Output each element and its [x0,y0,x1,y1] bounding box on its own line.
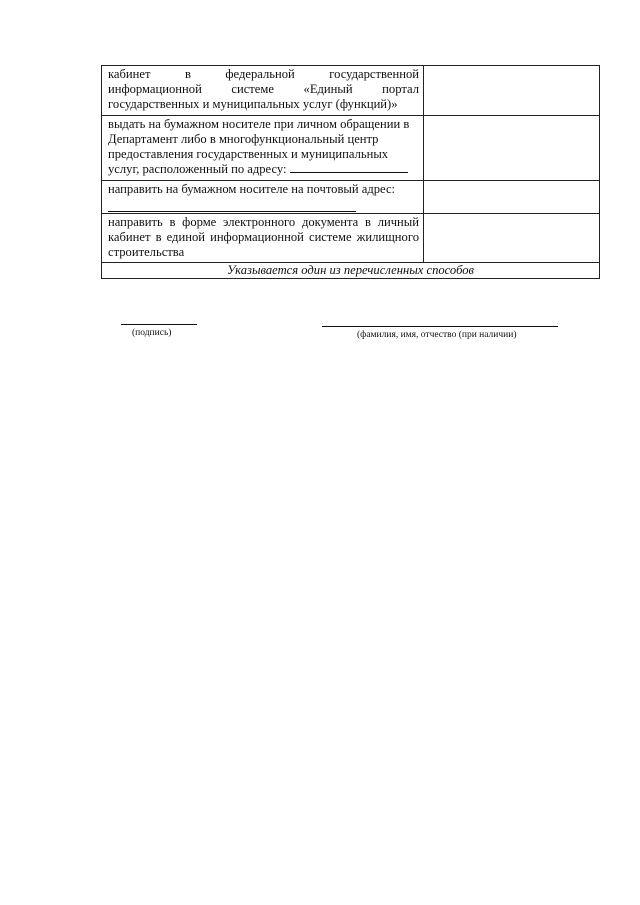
delivery-options-table [101,65,600,279]
table-row [102,116,600,181]
table-row [102,263,600,279]
option-mark-cell-in-person[interactable] [424,116,600,181]
option-text-eisgs: направить в форме электронного документа в личный кабинет в единой информационной системе жилищного строительства [102,214,424,263]
option-text-epgu: кабинет в федеральной государственной информационной системе «Единый портал государственных и муниципальных услуг (функций)» [102,66,424,116]
option-cell-postal [102,181,424,214]
table-note: Указывается один из перечисленных способов [102,263,600,279]
full-name-caption: (фамилия, имя, отчество (при наличии) [357,330,517,340]
option-mark-cell-eisgs[interactable] [424,214,600,263]
postal-address-fill-line [108,211,356,212]
signature-line [121,324,197,325]
option-cell-in-person [102,116,424,181]
table-row [102,181,600,214]
option-text-in-person: выдать на бумажном носителе при личном обращении в Департамент либо в многофункциональный центр предоставления государственных и муниципальных услуг, расположенный по адресу: [108,117,410,176]
option-text-postal: направить на бумажном носителе на почтовый адрес: [108,182,396,196]
option-mark-cell-epgu[interactable] [424,66,600,116]
table-row [102,214,600,263]
table-row [102,66,600,116]
address-fill-line [290,162,408,173]
full-name-line [322,326,558,327]
option-mark-cell-postal[interactable] [424,181,600,214]
signature-caption: (подпись) [132,328,172,338]
